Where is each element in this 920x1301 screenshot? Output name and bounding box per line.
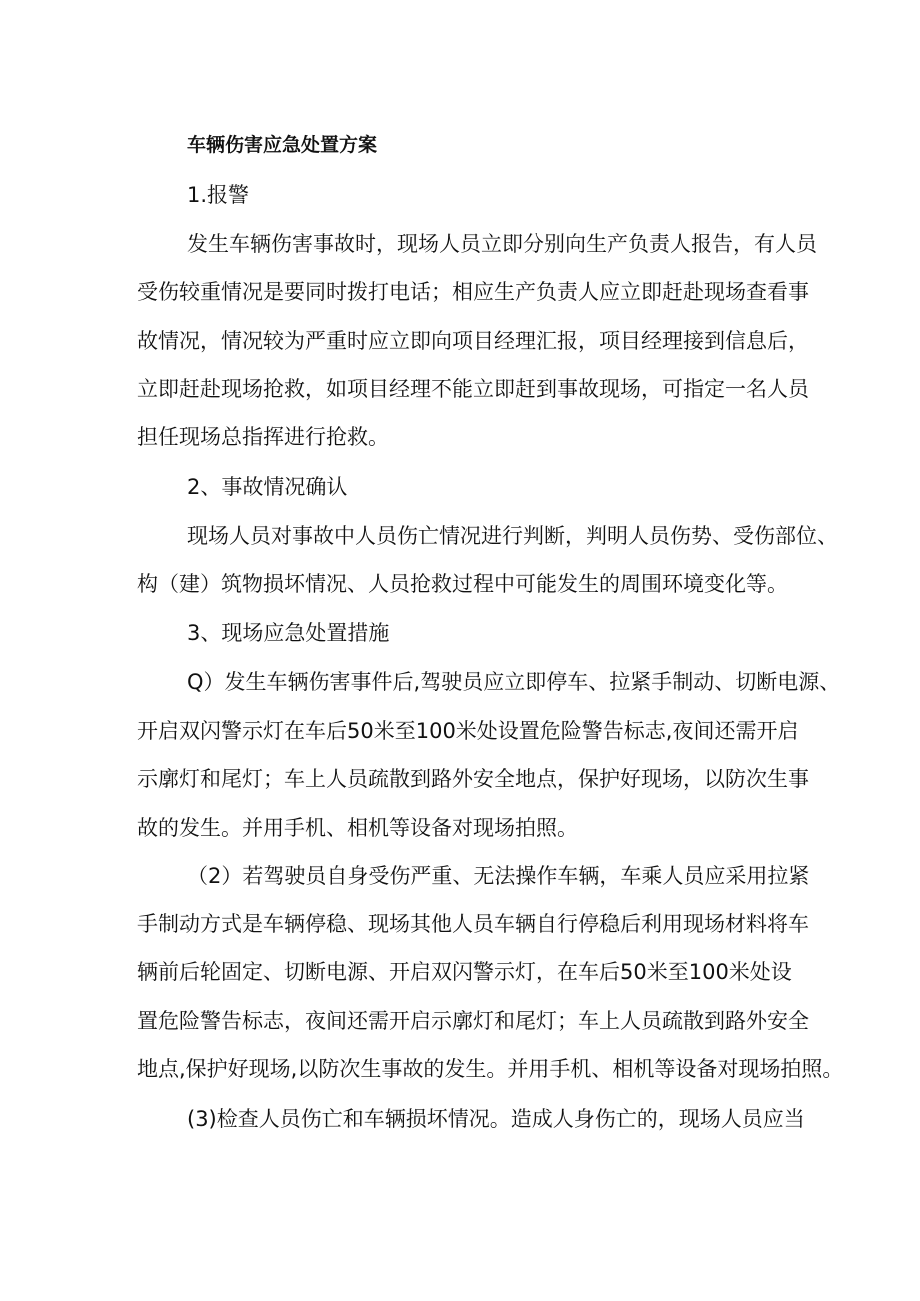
section-heading-confirmation: 2、事故情况确认 [187, 475, 348, 499]
document-title: 车辆伤害应急处置方案 [187, 134, 378, 156]
paragraph-line: 故的发生。并用手机、相机等设备对现场拍照。 [137, 816, 578, 840]
paragraph-line: 现场人员对事故中人员伤亡情况进行判断，判明人员伤势、受伤部位、 [187, 524, 838, 548]
section-heading-measures: 3、现场应急处置措施 [187, 621, 390, 645]
paragraph-line: 立即赶赴现场抢救，如项目经理不能立即赶到事故现场，可指定一名人员 [137, 377, 809, 401]
paragraph-line: 发生车辆伤害事故时，现场人员立即分别向生产负责人报告，有人员 [187, 232, 817, 256]
paragraph-line: 地点,保护好现场,以防次生事故的发生。并用手机、相机等设备对现场拍照。 [137, 1057, 844, 1081]
paragraph-line: 辆前后轮固定、切断电源、开启双闪警示灯，在车后50米至100米处设 [137, 960, 792, 984]
section-heading-alarm: 1.报警 [187, 183, 250, 207]
paragraph-line: 担任现场总指挥进行抢救。 [137, 425, 389, 449]
paragraph-line: 受伤较重情况是要同时拨打电话；相应生产负责人应立即赶赴现场查看事 [137, 280, 809, 304]
paragraph-line: (3)检查人员伤亡和车辆损坏情况。造成人身伤亡的，现场人员应当 [187, 1107, 805, 1131]
paragraph-line: 示廓灯和尾灯；车上人员疏散到路外安全地点，保护好现场，以防次生事 [137, 767, 809, 791]
paragraph-line: 故情况，情况较为严重时应立即向项目经理汇报，项目经理接到信息后， [137, 329, 809, 353]
paragraph-line: 构（建）筑物损坏情况、人员抢救过程中可能发生的周围环境变化等。 [137, 572, 788, 596]
paragraph-line: Q）发生车辆伤害事件后,驾驶员应立即停车、拉紧手制动、切断电源、 [187, 670, 841, 694]
paragraph-line: 置危险警告标志，夜间还需开启示廓灯和尾灯；车上人员疏散到路外安全 [137, 1009, 809, 1033]
paragraph-line: 开启双闪警示灯在车后50米至100米处设置危险警告标志,夜间还需开启 [137, 719, 799, 743]
paragraph-line: 手制动方式是车辆停稳、现场其他人员车辆自行停稳后利用现场材料将车 [137, 912, 809, 936]
paragraph-line: （2）若驾驶员自身受伤严重、无法操作车辆，车乘人员应采用拉紧 [187, 864, 810, 888]
